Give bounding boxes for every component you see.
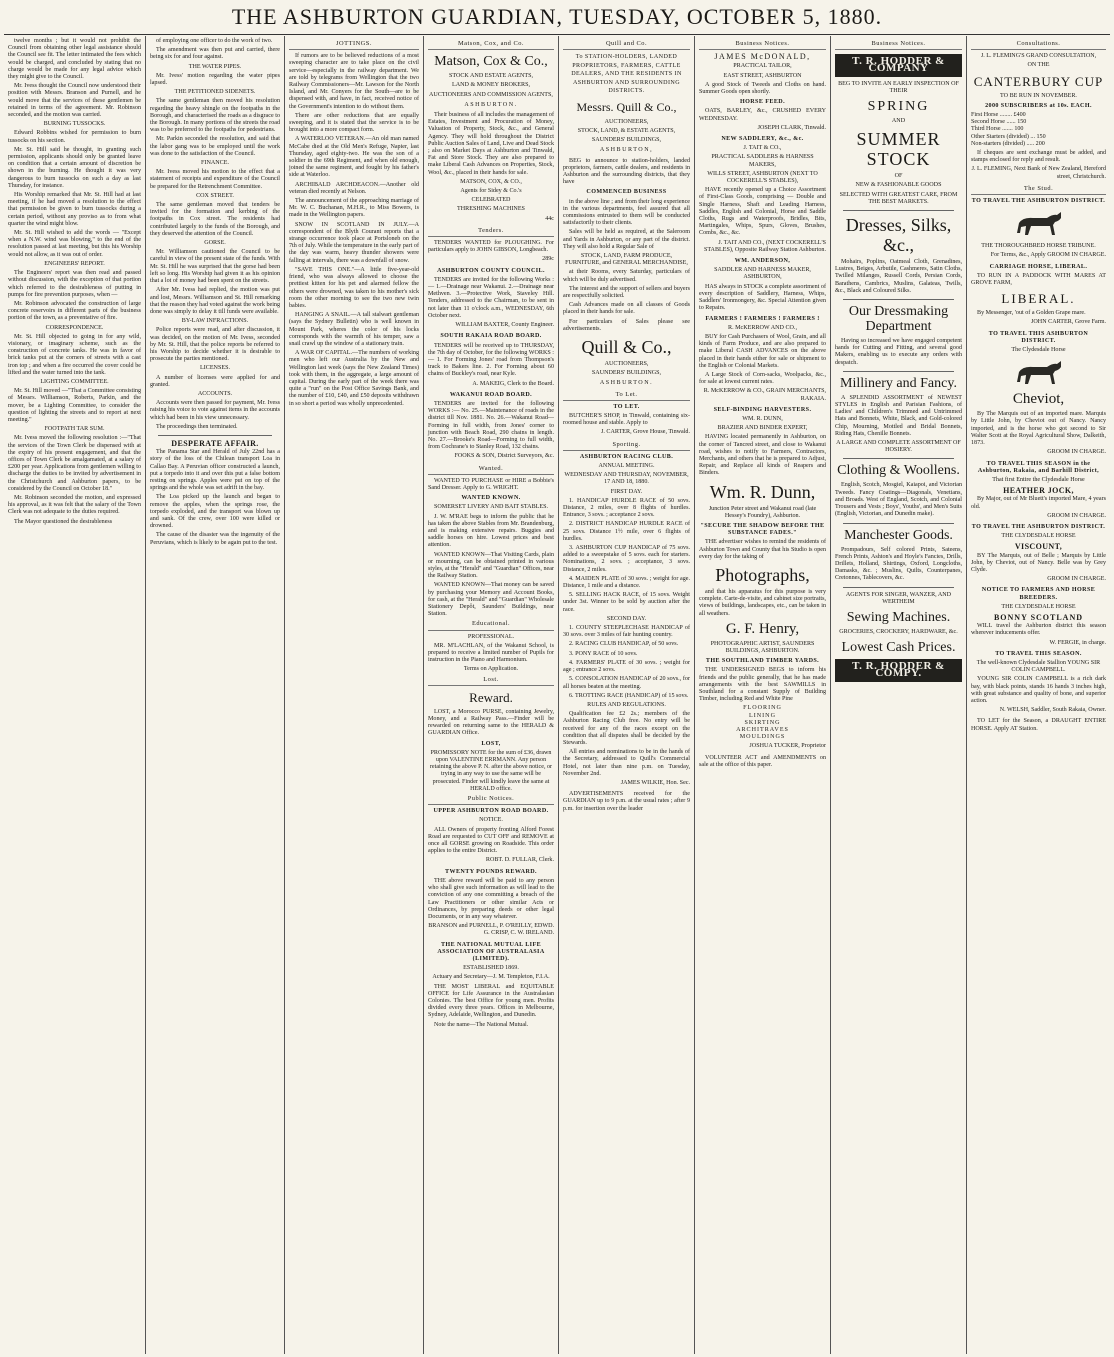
ad-subheading: PRACTICAL SADDLERS & HARNESS MAKERS, [711,154,814,168]
article-paragraph: of employing one officer to do the work of two. [156,38,273,44]
section-heading: LICENSES. [200,365,230,372]
ad-subheading: The Clydesdale Horse [1011,347,1066,354]
horse-engraving-icon [1009,209,1069,239]
divider [843,458,954,459]
race-entry: 1. HANDICAP HURDLE RACE of 50 sovs. Distance, 2 miles, over 8 flights of hurdles. Entrance, 3 sovs. ; acceptance 2 sovs. [563,497,690,519]
advertiser-big-name: Quill & Co., [581,336,672,357]
article-paragraph: Mr. Ivess moved his motion to the effect that a statement of receipts and expenditure of the Council be prepared for the Retrenchment Committee. [150,169,280,190]
ad-connector: AND [891,118,906,125]
ad-heading: "SECURE THE SHADOW BEFORE THE SUBSTANCE FADES." [700,522,825,537]
ad-body: TO LET for the Season, a DRAUGHT ENTIRE HORSE. Apply AT Station. [971,718,1106,732]
ad-subheading: BEG TO INVITE AN EARLY INSPECTION OF THEIR [838,80,959,94]
summer-stock-heading: SUMMER STOCK [856,129,941,170]
ad-body: HAS always in STOCK a complete assortment of every description of Saddlery, Harness, Whips, Saddlers' Ironmongery, &c. Special Attention given to Repairs. [699,283,826,312]
article-headline: DESPERATE AFFAIR. [171,438,259,448]
section-heading: CORRESPONDENCE. [45,324,104,331]
tender-notice: TENDERS are invited for the following Works :— 1.—Drainage near Wakanui. 2.—Drainage near Methven. 3.—Protective Work, Staveley Hill. Tenders, addressed to the Chairman, to be sent in not later than 11 o'clock a.m., WEDNESDAY, 6th October next. [428,276,554,319]
public-notice: THE above reward will be paid to any person who shall give such information as will lead to the conviction of any one committing a breach of the Law Practitioners or other similar Acts or Ordinances, by preparing deeds or other legal Documents, or in any way whatever. [428,877,554,920]
wanted-heading: WANTED KNOWN. [461,495,521,502]
ad-body: A SPLENDID ASSORTMENT of NEWEST STYLES in English and Parisian Fashions, of Ladies' and Children's Trimmed and Untrimmed Hats and Bonnets, White, Black, and Gold-colored Chip, Mourning, Mottled and Bridal Bonnets, Riding Hats, Chenille Bonnets. [835,394,962,437]
race-entry: 5. CONSOLATION HANDICAP of 20 sovs., for all horses beaten at the meeting. [563,676,690,690]
divider [158,435,272,436]
race-entry: 2. DISTRICT HANDICAP HURDLE RACE of 25 sovs. Distance 1½ mile, over 6 flights of hurdles. [563,521,690,542]
stud-heading: NOTICE TO FARMERS AND HORSE BREEDERS. [981,587,1096,601]
ad-subheading: SAUNDERS' BUILDINGS, [591,137,662,144]
column-heading: Matson, Cox, and Co. [428,40,554,50]
ad-body: HAVE recently opened up a Choice Assortment of First-Class Goods, comprising — Double and Single Harness, Shaft and Leading Harness, Saddles, English and Colonial, Horse and Saddle Cloths, Rugs and Waterproofs, Bridles, Bits, Martingales, Whips, Spurs, Gloves, Brushes, Combs, &c., &c. [699,187,826,237]
advertiser-name: WM. ANDERSON, [734,258,791,265]
ad-subheading: TO BE RUN IN NOVEMBER. [1000,92,1077,99]
spring-heading: SPRING [867,99,930,115]
ad-body: THE advertiser wishes to remind the residents of Ashburton Town and County that his Studio is open every day for the taking of [699,539,826,560]
race-entry: 3. PONY RACE of 10 sovs. [569,650,638,657]
company-banner: T. R. HODDER & COMPANY [835,54,962,76]
article-paragraph: The proceedings then terminated. [156,423,238,430]
lost-heading: LOST, [481,740,501,747]
sewing-machines-heading: Sewing Machines. [846,609,951,625]
divider [843,523,954,524]
public-notice: THE MOST LIBERAL and EQUITABLE OFFICE for Life Assurance in the Australasian Colonies. The best Office for young men. Profits divided every three years. Offices in Melbourne, Sydney, Adelaide, Wellington, and Dunedin. [428,983,554,1019]
ad-body: YOUNG SIR COLIN CAMPBELL is a rich dark bay, with black points, stands 16 hands 3 inches high, with great substance and quality of bone, and superior action. [971,676,1106,704]
article-paragraph: Mr. Parkin seconded the resolution, and said that the labor gang was to be employed until the work was done to the satisfaction of the Council. [150,136,280,157]
ad-subheading: GROCERIES, CROCKERY, HARDWARE, &c. [839,628,958,635]
ad-signature: R. McKERROW & CO., GRAIN MERCHANTS, RAKAIA. [703,388,826,402]
race-day-heading: FIRST DAY. [610,488,643,495]
ad-location: EAST STREET, ASHBURTON [723,72,802,79]
race-entry: 4. MAIDEN PLATE of 30 sovs. ; weight for age. Distance, 1 mile and a distance. [563,575,690,590]
section-heading: BURNING TUSSOCKS. [43,121,106,128]
advertiser-name: WM. R. DUNN, [742,415,783,422]
ad-subheading: STOCK AND ESTATE AGENTS, [448,73,534,80]
ad-body: Cash Advances made on all classes of Goods placed in their hands for sale. [563,302,690,316]
stud-horse-name: HEATHER JOCK, [1003,486,1074,496]
ad-body: Their business of all includes the management of Estates, Investment and Procuration of Money, Valuation of Property, Stock, &c., and General Agency. They will hold throughout the District Public Auction Sales of Land, Live and Dead Stock ; also on Market Days at Ashburton and Tinwald, Fat and Store Stock. They are also prepared to make Liberal Cash Advances on Properties, Stock, Wool, &c., placed in their hands for sale. [428,112,554,176]
article-paragraph: If rumors are to be believed reductions of a most sweeping character are to take place on the civil service—especially in the railway department. We are told by telegrams from Wellington that the two Railway Commissioners—Mr. Lawson for the North Island, and Mr. Conyers for the South—are to be dispensed with, and have, in fact, received notice of the Government's intention to do without them. [289,53,419,110]
rules-text: All entries and nominations to be in the hands of the Secretary, addressed to Quill's Commercial Hotel, not later than nine p.m. on Tuesday, November 2nd. [563,749,690,777]
divider [843,587,954,588]
article-paragraph: HANGING A SNAIL.—A tall stalwart gentleman (says the Sydney Bulletin) who is well known in Mount Park, wheres the color of his locks corresponds with the warmth of his temper, saw a snail crawl up the window of a stationary train. [289,312,419,347]
ad-location: ASHBURTON. [464,101,518,108]
article-paragraph: "SAVE THIS ONE."—A little five-year-old friend, who was always allowed to choose the prettiest kitten for his pet and alarmed fellow the others were drowned, was taken to his mother's sick room the other morning to see the two new twin babies. [289,266,419,309]
article-paragraph: Mr. Williamson cautioned the Council to be careful in view of the present state of the funds. With Mr. St. Hill he was surprised that the gorse had been left so long. His Worship had given it as his opinion that a lot of money had been spent on the streets. [150,249,280,285]
ad-subheading: THE CLYDESDALE HORSE [1001,533,1076,540]
ad-subheading: STOCK, LAND, & ESTATE AGENTS, [577,127,676,134]
article-paragraph: The Loa picked up the launch and began to remove the apples, when the springs rose, the torpedo exploded, and the transport was blown up and sank. Of the crew, over 100 were killed or drowned. [150,494,280,530]
section-heading: Lost. [428,676,554,686]
wanted-subheading: SOMERSET LIVERY AND BAIT STABLES. [433,504,548,511]
article-paragraph: Mr. Ivess thought the Council now understood their position with Messrs. Branson and Purnell, and he would move that the services of these gentlemen be retained in terms of the agreement. Mr. Robinson seconded, and the motion was carried. [8,83,141,119]
stud-heading: TO TRAVEL THIS SEASON in the Ashburton, Rakaia, and Barhill District, [977,460,1100,474]
tender-heading: ASHBURTON COUNTY COUNCIL. [437,267,545,274]
section-heading: Educational. [428,620,554,630]
photographs-heading: Photographs, [715,564,810,585]
article-paragraph: The Mayor questioned the desirableness [14,518,113,525]
ad-body: Mohairs, Poplins, Oatmeal Cloth, Grenadines, Lustres, Beiges, Arbutile, Cashmeres, Satin Cloths, Twilled Milanges, Russell Cords, Persian Cords, Barathens, Cambrics, Muslins, Galateas, Twills, &c., Black and Coloured Silks. [835,259,962,294]
divider [843,371,954,372]
ad-signature: JOSEPH CLARK, Tinwald. [757,124,826,131]
section-heading: THE PETITIONED SIDENETS. [174,89,256,96]
section-heading: Wanted. [428,465,554,475]
advertiser-big-name: G. F. Henry, [725,620,800,637]
article-paragraph: There are other reductions that are equally sweeping, and it is stated that the service is to be brought into a more compact form. [289,112,419,134]
ad-body: and that his apparatus for this purpose is very complete. Carte-de-visite, and cabinet size portraits, views of buildings, landscapes, etc., can be taken in all weathers. [699,588,826,617]
stud-heading: TO TRAVEL THE ASHBURTON DISTRICT. [971,198,1106,205]
notice-heading: THE NATIONAL MUTUAL LIFE ASSOCIATION OF AUSTRALASIA (LIMITED). [437,941,545,962]
subscribers-heading: 2000 SUBSCRIBERS at 10s. EACH. [985,102,1092,109]
dressmaking-heading: Our Dressmaking Department [848,304,949,335]
sporting-subheading: ANNUAL MEETING. [598,463,655,470]
article-paragraph: Mr. St. Hill objected to going in for any wild, visionary, or imaginary scheme, such as the construction of concrete tanks. He was in favor of brick tanks put at the corners of streets with a cast iron top ; and when a fire occurred the cover could be lifted and the water turned into the tank. [8,333,141,376]
race-entry: 2. RACING CLUB HANDICAP, of 50 sovs. [569,641,679,648]
masthead-rule [4,34,1110,35]
notice-heading: TWENTY POUNDS REWARD. [445,868,537,875]
ad-subheading: AUCTIONEERS AND COMMISSION AGENTS, [429,91,553,98]
to-let-notice: BUTCHER'S SHOP, in Tinwald, containing six-roomed house and stable. Apply to [563,413,690,427]
stud-heading: TO TRAVEL THIS ASHBURTON DISTRICT. [988,330,1089,344]
column-heading: Quill and Co. [563,40,690,50]
advertising-notice: ADVERTISEMENTS received for the GUARDIAN up to 9 p.m. at the usual rates ; after 9 p.m. for insertion over the leader [563,791,690,812]
section-heading: Public Notices. [428,795,554,805]
stud-horse-name: THE THOROUGHBRED HORSE TRIBUNE. [981,243,1096,250]
article-paragraph: A number of licenses were applied for and granted. [150,374,280,388]
ad-signature: For Terms, &c., Apply GROOM IN CHARGE. [990,252,1106,259]
article-paragraph: Mr. St. Hill moved —"That a Committee consisting of Messrs. Williamson, Roberts, Parkin, and the mover, be a Lighting Committee, to consider the question of lighting the streets and to report at next meeting." [8,388,141,423]
millinery-heading: Millinery and Fancy. [840,375,957,391]
ad-subheading: SADDLER AND HARNESS MAKER, ASHBURTON, [714,267,811,281]
wanted-notice: WANTED TO PURCHASE or HIRE a Bobbie's Sand Dresser. Apply to G. WRIGHT. [428,477,554,491]
company-banner: T. R. HODDER & COMPY. [835,659,962,681]
column-2 [146,36,285,1354]
manchester-heading: Manchester Goods. [844,527,953,543]
article-paragraph: A WATERLOO VETERAN.—An old man named McCabe died at the Old Men's Refuge, Napier, last Thursday, aged eighty-two. He was the son of a soldier in the 69th Regiment, and when old enough, joined the same regiment, and fought by his father's side at Waterloo. [289,136,419,179]
ad-body: By Messenger, 'out of a Golden Grape mare. [977,310,1086,317]
ad-body: Prompadours, Self colored Prints, Sateens, French Prints, Ashton's and Hoyle's Fancies, Drills, Drillets, Holland, Shirtings, Oxford, Longcloths, Damasks, &c. ; Muslins, Quilts, Counterpanes, Cretonnes, Tablecovers, &c. [835,546,962,582]
rules-heading: RULES AND REGULATIONS. [587,701,666,708]
dresses-heading: Dresses, Silks, &c., [845,215,952,256]
column-5 [559,36,695,1354]
section-heading: LIGHTING COMMITTEE. [40,378,109,385]
horse-engraving-icon [1009,358,1069,388]
ad-heading: NEW SADDLERY, &c., &c. [721,136,804,143]
stud-heading: TO TRAVEL THIS SEASON. [995,650,1082,657]
ad-subheading: SAUNDERS' BUILDINGS, [591,370,662,377]
article-paragraph: The amendment was then put and carried, there being six for and four against. [150,47,280,61]
ad-subheading: A LARGE AND COMPLETE ASSORTMENT OF HOSIERY. [836,440,961,454]
ad-subheading: That first Entire the Clydesdale Horse [992,476,1085,483]
article-paragraph: The Panama Star and Herald of July 22nd has a story of the loss of the Chilean transport Loa in Callao Bay. A Peruvian officer constructed a launch, put a torpedo into it and over this put a false bottom resting on springs. Apples were put on top of the springs and the whole was set adrift in the bay. [150,449,280,492]
ad-body: The interest and the support of sellers and buyers are respectfully solicited. [563,285,690,299]
race-entry: 5. SELLING HACK RACE, of 15 sovs. Weight under 3st. Winner to be sold by auction after the race. [563,592,690,613]
ad-signature: N. WELSH, Saddler, South Rakaia, Owner. [999,707,1106,714]
ad-subheading: PHOTOGRAPHIC ARTIST, SAUNDERS BUILDINGS, ASHBURTON. [710,640,815,654]
ad-body: By Major, out of Mr Bluett's imported Mare, 4 years old. [971,496,1106,510]
ad-address-line: To STATION-HOLDERS, LANDED PROPRIETORS, FARMERS, CATTLE DEALERS, AND THE RESIDENTS IN ASHBURTON AND SURROUNDING DISTRICTS. [571,54,682,95]
race-day-heading: SECOND DAY. [606,615,647,622]
clothing-heading: Clothing & Woollens. [837,463,960,479]
column-1 [4,36,146,1354]
ad-body: Having so increased we have engaged competent hands for Cutting and Fitting, and several good Makers, enabling us to execute any orders with despatch. [835,338,962,366]
ad-body: WILL travel the Ashburton district this season wherever inducements offer. [971,623,1106,637]
timber-list: FLOORING LINING SKIRTING ARCHITRAVES MOULDINGS [736,705,789,741]
ad-location: Junction Peter street and Wakanui road (late Hessey's Foundry), Ashburton. [708,505,817,519]
ad-heading: THE SOUTHLAND TIMBER YARDS. [705,658,820,665]
ad-subheading: PROFESSIONAL. [467,633,515,640]
article-paragraph: The cause of the disaster was the ingenuity of the Peruvians, which is likely to be again put to the test. [150,532,280,546]
public-notice: Note the name—The National Mutual. [434,1021,529,1028]
advertiser-name: J. TAIT & CO., [743,145,782,152]
tender-notice: TENDERS will be received up to THURSDAY, the 7th day of October, for the following WORKS :— 1. For Forming Jones' road from Thompson's track to Bakers line. 2. For Forming about 60 chains of Buckley's road, near Kyle. [428,342,554,378]
column-8 [967,36,1110,1354]
ad-subheading: NEW & FASHIONABLE GOODS [855,182,942,189]
lowest-prices-heading: Lowest Cash Prices. [841,640,956,656]
ad-signature: GROOM IN CHARGE. [1047,512,1106,519]
ad-signature: WILLIAM BAXTER, County Engineer. [455,322,554,329]
ad-heading: SELF-BINDING HARVESTERS. [713,406,812,413]
ad-signature: J. TAIT AND CO., (NEXT COCKERELL'S STABLES), Opposite Railway Station Ashburton. [703,239,826,253]
ad-signature: A. MAKEIG, Clerk to the Board. [472,380,554,387]
ad-subheading: THE CLYDESDALE HORSE [1001,603,1076,610]
column-3 [285,36,424,1354]
ad-signature: MATSON, COX, & CO., [460,178,522,185]
ad-subheading: PRACTICAL TAILOR, [733,63,792,70]
ad-location: ASHBURTON. [599,380,654,387]
ad-body: in the above line ; and from their long experience in the various departments, feel assured that all commissions entrusted to them will be conducted satisfactorily to their clients. [563,198,690,227]
race-entry: 4. FARMERS' PLATE of 30 sovs. ; weight for age ; entrance 2 sovs. [563,659,690,674]
wanted-notice: WANTED KNOWN—That Visiting Cards, plain or mourning, can be obtained printed in various styles, at the "Herald" and "Guardian" Offices, near the Railway Station. [428,551,554,580]
article-paragraph: The same gentleman then moved his resolution regarding the heavy shingle on the footpaths in the Borough, and characterised the roads as a disgrace to the Borough. In many portions of the streets the road was to be preferred to the footpaths for pedestrians. [150,98,280,134]
section-heading: The Stud. [971,185,1106,195]
ad-subheading: AUCTIONEERS, [604,118,649,125]
column-heading: Business Notices. [835,40,962,50]
advertiser-name: Messrs. Quill & Co., [576,99,677,114]
ad-signature: Agents for Sidey & Co.'s [460,188,522,195]
ad-body: If cheques are sent exchange must be added, and stamps enclosed for reply and result. [971,150,1106,164]
section-heading: BY-LAW INFRACTIONS. [181,318,249,325]
article-paragraph: ARCHIBALD ARCHDEACON.—Another old veteran died recently at Nelson. [289,181,419,195]
rules-text: Qualification fee £2 2s.; members of the Ashburton Racing Club free. No entry will be received for any of the races except on the condition that all disputes shall be decided by the Stewards. [563,711,690,746]
ad-signature: BRANSON and PURNELL, P. O'REILLY, EDWD. G. CRISP, C. W. IRELAND. [428,923,554,937]
ad-signature: JOHN CARTER, Grove Farm. [1031,319,1106,326]
ad-subheading: LAND & MONEY BROKERS, [452,82,530,89]
section-heading: COX STREET. [196,192,234,199]
ad-list: STOCK, LAND, FARM PRODUCE, FURNITURE, and GENERAL MERCHANDISE, [565,252,688,267]
column-heading: Business Notices. [699,40,826,50]
ad-emphasis: COMMENCED BUSINESS [586,189,667,196]
article-paragraph: The announcement of the approaching marriage of Mr. W. C. Buchanan, M.H.R., to Miss Bowers, is made in the Wellington papers. [289,198,419,219]
ad-signature: JOSHUA TUCKER, Proprietor [749,743,826,750]
stud-horse-name: Cheviot, [1012,391,1065,408]
article-paragraph: Mr. St. Hill wished to add the words — "Except when a N.W. wind was blowing," to the end of the resolution passed at last meeting, but this his Worship would not allow, as it was out of order. [8,230,141,258]
newspaper-title: THE ASHBURTON GUARDIAN, TUESDAY, OCTOBER 5, 1880. [231,4,883,29]
race-entry: 3. ASHBURTON CUP HANDICAP of 75 sovs. added to a sweepstake of 5 sovs. each for starters. Nominations, 2 sovs. ; acceptance, 3 sovs. Distance, 2 miles. [563,545,690,573]
ad-subheading: AUCTIONEERS, [604,360,649,367]
ad-location: ASHBURTON, [599,147,654,154]
advertiser-big-name: Wm. R. Dunn, [709,481,816,502]
ad-connector: ON THE [1027,62,1050,69]
race-entry: 1. COUNTY STEEPLECHASE HANDICAP of 30 sovs. over 3 miles of fair hunting country. [563,625,690,639]
ad-signature: J. CARTER, Grove House, Tinwald. [600,429,690,436]
lost-notice: LOST, a Morocco PURSE, containing Jewelry, Money, and a Railway Pass.—Finder will be rewarded on returning same to the HERALD & GUARDIAN Office. [428,708,554,737]
ad-location: WILLS STREET, ASHBURTON (NEXT TO COCKERELL'S STABLES), [707,170,818,185]
article-paragraph: Mr. Ivess moved the following resolution :—"That the services of the Town Clerk be dispensed with at the expiry of his present engagement, and that the offices of Town Clerk be amalgamated, at a salary of £200 per year. Applications from gentlemen willing to discharge the duties to be invited by advertisement in the Christchurch and Ashburton papers, to be considered by the Council on October 18." [8,435,141,492]
consultation-heading: J. L. FLEMING'S GRAND CONSULTATION, [980,53,1097,60]
column-heading: Consultations. [971,40,1106,50]
sporting-heading: ASHBURTON RACING CLUB. [579,453,674,460]
stud-horse-name: BONNY SCOTLAND [993,612,1084,622]
notice-subheading: Actuary and Secretary—J. M. Templeton, F.I.A. [432,974,550,981]
article-paragraph: Mr. Robinson advocated the construction of large concrete reservoirs in different parts of the business portion of the town, as a preventative of fire. [8,300,141,322]
advertiser-name: Matson, Cox & Co., [434,54,548,70]
notice-subheading: ESTABLISHED 1869. [463,965,519,972]
article-paragraph: Mr. Ivess' motion regarding the water pipes lapsed. [150,72,280,87]
ad-code: 44c [545,215,554,222]
article-paragraph: Mr. St. Hill said he thought, in granting such permission, applicants should only be granted leave on condition that a certain amount of discretion be shown in the burning. He thought it was very dangerous to burn tussocks on such a day as last Thursday, for instance. [8,146,141,189]
wanted-notice: J. W. M'RAE begs to inform the public that he has taken the above Stables from Mr. Brandenburg, and is making extensive repairs. Buggies and saddle horses on hire. Lowest prices and best attention. [428,513,554,549]
section-heading: To Let. [563,391,690,401]
column-4 [424,36,559,1354]
ad-signature: GROOM IN CHARGE. [1047,576,1106,583]
masthead [0,0,1114,34]
section-heading: FOOTPATH TAR SUM. [44,426,105,433]
ad-body: OATS, BARLEY, &c., CRUSHED EVERY WEDNESDAY. [699,108,826,122]
reward-heading: Reward. [469,689,513,705]
sporting-dates: WEDNESDAY AND THURSDAY, NOVEMBER, 17 AND 18, 1880. [564,472,689,486]
stud-horse-name: VISCOUNT, [1014,542,1063,552]
advertiser-name: R. McKERROW AND CO., [728,324,797,331]
tender-notice: TENDERS are invited for the following WORKS :— No. 25.—Maintenance of roads in the district till Nov. 1881. No. 26.—Wakanui Road—Forming in full width, from Jones' corner to junction with Beach Road, 290 chains in length. No. 27.—Brooke's Road—Forming to full width, from Cochrane's to Stanley Road, 132 chains. [428,400,554,451]
article-paragraph: twelve months ; but it would not prohibit the Council from obtaining other legal assistance should the Council see fit. The letter intimated the fees which would be charged, and concluded by stating that no charge would be made for any legal advice which they might give to the Council. [8,38,141,81]
article-paragraph: A WAR OF CAPITAL.—The numbers of working men who left our Australia by the New and Wellington last week (says the New Zealand Times) took with them, in the aggregate, a large amount of capital. During the early part of the week there was quite a "run" on the Post Office Savings Bank, and the number of £10, £40, and £50 deposits withdrawn in so short a period was wholly unprecedented. [289,350,419,407]
ad-subheading: BRAZIER AND BINDER EXPERT, [717,425,808,432]
ad-heading: HORSE FEED. [739,99,786,106]
section-heading: GORSE. [204,240,226,247]
section-heading: ENGINEERS' REPORT. [44,260,105,267]
ad-signature: W. FERGIE, in charge. [1049,639,1106,646]
section-heading: Tenders. [428,227,554,237]
prize-list: First Horse ........ £400 Second Horse ...... 150 Third Horse ....... 100 Other Starters (divided) ... 150 Non-starters (divided) ..... 200 [971,112,1046,147]
ad-subheading: AGENTS FOR SINGER, WANZER, AND WERTHEIM [845,591,952,605]
stud-heading: TO TRAVEL THE ASHBURTON DISTRICT. [971,523,1106,530]
ad-body: at their Rooms, every Saturday, particulars of which will be duly advertised. [563,269,690,283]
section-heading: ACCOUNTS. [197,390,233,397]
divider [843,210,954,211]
ad-signature: THRESHING MACHINES [457,206,525,213]
ad-subheading: Terms on Application. [463,666,519,673]
ad-body: A Large Stock of Corn-sacks, Woolpacks, &c., for sale at lowest current rates. [699,371,826,386]
ad-body: BEG to announce to station-holders, landed proprietors, farmers, cattle dealers, and residents in Ashburton and the surrounding districts, that they have [563,157,690,186]
article-paragraph: The same gentleman moved that tenders be invited for the formation and kerbing of the footpaths in Cox street. The residents had contributed largely to the funds of the Borough, and they deserved the attention of the Council. [150,202,280,237]
wanted-notice: WANTED KNOWN—That money can be saved by purchasing your Memory and Account Books, for cash, at the "Herald" and "Guardian" Wholesale Stationery Depôt, Saunders' Buildings, near Station. [428,582,554,618]
column-6 [695,36,831,1354]
notice-subheading: NOTICE. [479,817,503,824]
ad-signature: FOOKS & SON, District Surveyors, &c. [454,453,554,460]
ad-heading: FARMERS ! FARMERS ! FARMERS ! [705,315,820,322]
article-paragraph: Accounts were then passed for payment, Mr. Ivess raising his voice to vote against items in the accounts which had been in his view unnecessary. [150,400,280,421]
tender-heading: WAKANUI ROAD BOARD. [449,391,533,398]
article-paragraph: Mr. Robinson seconded the motion, and expressed his approval, as it was felt that the salary of the Town Clerk was not adequate to the duties required. [8,494,141,516]
tender-notice: TENDERS WANTED for PLOUGHING. For particulars apply to JOHN GIBSON, Longbeach. [428,240,554,254]
article-paragraph: SNOW IN SCOTLAND IN JULY.—A correspondent of the Blyth Courant reports that a strange occurrence took place at Portsloneb on the 7th of July. While the temperature in the early part of the day was warm, heavy thunder showers were falling at intervals, there was a downfall of snow. [289,221,419,264]
ad-body: For particulars of Sales please see advertisements. [563,318,690,332]
ad-body: HAVING located permanently in Ashburton, on the corner of Tancred street, and close to Wakanui road, wishes to notify to Farmers, Contractors, Merchants, and others that he is prepared to Adjust, Repair, and Replace all kinds of Reapers and Binders. [699,434,826,477]
section-heading: FINANCE. [201,160,229,167]
stud-horse-name: LIBERAL. [1001,291,1076,307]
article-paragraph: His Worship remarked that Mr. St. Hill had at last meeting, if he had moved a resolution to the effect that permission be given to burn tussocks during a certain period, without any proviso as to from what quarter the wind might blow. [8,192,141,227]
to-let-heading: TO LET. [613,403,640,410]
ad-body: A good Stock of Tweeds and Cloths on hand. Summer Goods open shortly. [699,81,826,96]
stud-heading: CARRIAGE HORSE, LIBERAL. [989,263,1088,270]
ad-signature: GROOM IN CHARGE. [1047,449,1106,456]
columns [4,36,1110,1354]
ad-subheading: SELECTED WITH GREATEST CARE, FROM THE BEST MARKETS. [839,191,958,205]
article-paragraph: The Engineers' report was then read and passed without discussion, with the exception of that portion which referred to the desirableness of putting in pumps for fire prevention purposes, when — [8,270,141,298]
ad-signature: JAMES WILKIE, Hon. Sec. [620,779,690,786]
ad-body: TO RUN IN A PADDOCK WITH MARES AT GROVE FARM, [971,272,1106,287]
column-heading: JOTTINGS. [289,40,419,50]
ad-code: 289c [542,256,554,263]
ad-signature: J. L. FLEMING, Next Bank of New Zealand, Hereford street, Christchurch. [971,166,1106,180]
ad-body: THE UNDERSIGNED BEGS to inform his friends and the public generally, that he has made arrangements with the best SAWMILLS in Southland for a constant Supply of Building Timber, including Red and White Pine [699,667,826,703]
public-notice: ALL Owners of property fronting Alford Forest Road are requested to CUT OFF and REMOVE at once all GORSE growing on Roadside. This order applies to the entire District. [428,826,554,855]
ad-connector: OF [894,173,903,180]
ad-subheading: The well-known Clydesdale Stallion YOUNG SIR COLIN CAMPBELL. [976,659,1101,674]
ad-body: English, Scotch, Mosgiel, Kaiapoi, and Victorian Tweeds. Fancy Coatings—Diagonals, Venetians, and Broads. West of England, Scotch, and Colonial Trousers and Vests ; Boys', Youths', and Men's Suits (English, Victorian, and Dunedin make). [835,482,962,518]
notice-heading: UPPER ASHBURTON ROAD BOARD. [433,808,549,815]
ad-signature: CELEBRATED [471,197,511,204]
ad-body: Sales will be held as required, at the Saleroom and Yards in Ashburton, or any part of the district. They will also hold a Regular Sale of [563,229,690,250]
column-7 [831,36,967,1354]
ad-body: By The Marquis out of an imported mare. Marquis by Little John, by Cheviot out of Nancy. Nancy imported, and is the horse who got second to Sir Walter Scott at the Royal Agricultural Show, Dalkeith, 1873. [971,411,1106,447]
ad-body: BUY for Cash Purchasers of Wool, Grain, and all kinds of Farm Produce, and are also prepared to make Liberal CASH ADVANCES on the above placed in their hands either for sale or shipment to the English or Colonial Markets. [699,333,826,369]
ad-body: VOLUNTEER ACT and AMENDMENTS on sale at the office of this paper. [699,754,826,768]
advertiser-name: JAMES McDONALD, [714,52,811,62]
ad-signature: ROBT. D. FULLAR, Clerk. [485,857,554,864]
article-paragraph: After Mr. Ivess had replied, the motion was put and lost, Messrs. Williamson and St. Hill remarking that the reason they had voted against the work being done was simply to delay it till funds were available. [150,287,280,315]
ad-body: MR. M'LACHLAN, of the Wakanui School, is prepared to receive a limited number of Pupils for instruction in the Piano and Harmonium. [428,642,554,664]
article-paragraph: Edward Robbins wished for permission to burn tussocks on his section. [8,130,141,144]
tender-heading: SOUTH RAKAIA ROAD BOARD. [440,333,542,340]
ad-body: BY The Marquis, out of Belle ; Marquis by Little John, by Cheviot, out of Nancy. Belle was by Grey Clyde. [971,552,1106,573]
race-entry: 6. TROTTING RACE (HANDICAP) of 15 sovs. [569,692,689,699]
section-heading: THE WATER PIPES. [188,63,242,70]
cup-heading: CANTERBURY CUP [973,73,1104,89]
lost-subheading: PROMISSORY NOTE for the sum of £36, drawn upon VALENTINE ERRMANN. Any person retaining the above P. N. after the above notice, or trying in any way to use the same will be prosecuted. Finder will kindly leave the same at HERALD office. [429,749,553,792]
section-heading: Sporting. [563,441,690,451]
divider [843,299,954,300]
article-paragraph: Police reports were read, and after discussion, it was decided, on the motion of Mr. Ivess, seconded by Mr. St. Hill, that the police reports be referred to his Worship to decide whether it is desirable to prosecute the parties mentioned. [150,327,280,363]
